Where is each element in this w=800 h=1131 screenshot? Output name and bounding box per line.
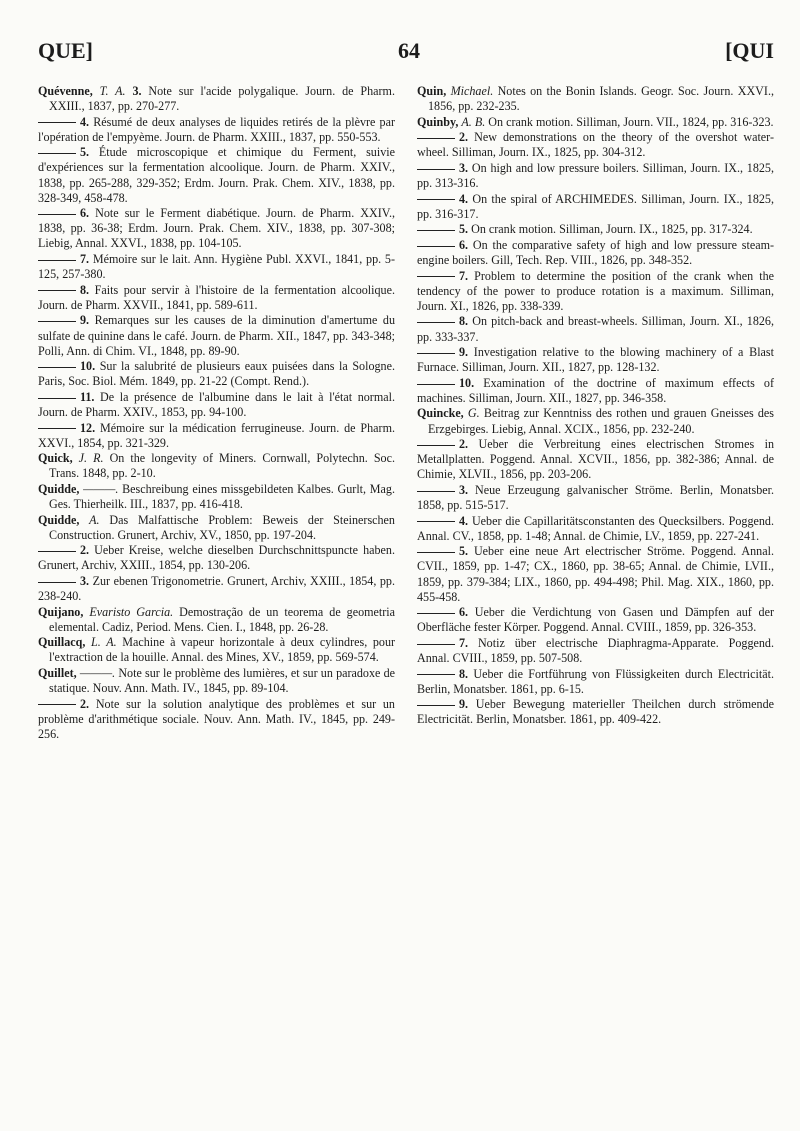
author-name: Quick, [38, 451, 73, 466]
sub-entry [417, 437, 774, 482]
entry-text: Ueber die Verbreitung eines electrischen Stromes in Metallplatten. Poggend. Annal. XCVII., 1856, pp. 382-386; Annal. de Chimie, XLVII., 1856, pp. 203-206. [417, 437, 774, 482]
author-given-name: G. [467, 406, 480, 421]
sub-entry [417, 376, 774, 406]
author-entry [38, 84, 395, 114]
ditto-dash [38, 153, 76, 154]
sub-entry [38, 115, 395, 145]
ditto-dash [38, 260, 76, 261]
author-name: Quincke, [417, 406, 464, 421]
ditto-dash [417, 169, 455, 170]
entry-number: 9. [459, 697, 469, 712]
sub-entry [38, 574, 395, 604]
entry-text: Beschreibung eines missgebildeten Kalbes. Gurlt, Mag. Ges. Thierheilk. III., 1837, pp. 416-418. [49, 481, 395, 512]
entry-text: Mémoire sur la médication ferrugineuse. Journ. de Pharm. XXVI., 1854, pp. 321-329. [38, 420, 395, 450]
entry-text: Machine à vapeur horizontale à deux cylindres, pour l'extraction de la houille. Annal. des Mines, XV., 1859, pp. 569-574. [49, 635, 396, 665]
entry-number: 7. [459, 268, 469, 283]
ditto-dash [38, 398, 76, 399]
sub-entry [417, 544, 774, 604]
page-number: 64 [398, 38, 421, 63]
entry-number: 4. [459, 191, 469, 206]
ditto-dash [417, 138, 455, 139]
author-name: Quinby, [417, 114, 459, 129]
entry-text: On the comparative safety of high and low pressure steam-engine boilers. Gill, Tech. Rep. VIII., 1826, pp. 348-352. [417, 237, 774, 268]
author-given-name: Michael. [450, 84, 494, 98]
author-given-name: ———. [83, 481, 119, 496]
entry-number: 3. [459, 160, 469, 175]
header-left: QUE] [38, 38, 93, 63]
ditto-dash [417, 521, 455, 522]
entry-text: Résumé de deux analyses de liquides retirés de la plèvre par l'opération de l'empyème. Journ. de Pharm. XXIII., 1837, pp. 550-553. [38, 114, 395, 144]
entry-number: 8. [80, 282, 90, 297]
ditto-dash [417, 613, 455, 614]
entry-text: Note sur le Ferment diabétique. Journ. de Pharm. XXIV., 1838, pp. 36-38; Erdm. Journ. Prak. Chem. XIV., 1838, pp. 307-308; Liebig, Annal. XXVI., 1838, pp. 104-105. [38, 206, 396, 251]
sub-entry [38, 283, 395, 313]
entry-text: Notes on the Bonin Islands. Geogr. Soc. Journ. XXVI., 1856, pp. 232-235. [428, 84, 774, 114]
entry-number: 7. [459, 635, 469, 650]
sub-entry [417, 192, 774, 222]
entry-text: On the spiral of ARCHIMEDES. Silliman, Journ. IX., 1825, pp. 316-317. [417, 191, 774, 221]
sub-entry [417, 130, 774, 160]
entry-text: Neue Erzeugung galvanischer Ströme. Berlin, Monatsber. 1858, pp. 515-517. [417, 482, 774, 513]
entry-text: Étude microscopique et chimique du Ferment, suivie d'expériences sur la fermentation alcoolique. Journ. de Pharm. XXIV., 1838, pp. 265-288, 329-352; Erdm. Journ. Prak. Chem. XIV., 1838, pp. 328-349, 458-478. [38, 145, 395, 205]
author-entry [38, 482, 395, 512]
sub-entry [417, 345, 774, 375]
entry-number: 6. [80, 206, 90, 221]
ditto-dash [417, 491, 455, 492]
author-given-name: A. [89, 512, 100, 527]
sub-entry [38, 543, 395, 573]
entry-number: 6. [459, 605, 469, 620]
ditto-dash [38, 122, 76, 123]
ditto-dash [417, 246, 455, 247]
ditto-dash [417, 353, 455, 354]
author-entry [417, 84, 774, 114]
entry-number: 3. [80, 574, 90, 588]
entry-text: Zur ebenen Trigonometrie. Grunert, Archiv, XXIII., 1854, pp. 238-240. [38, 574, 396, 604]
author-entry [38, 451, 395, 481]
author-name: Quijano, [38, 604, 84, 619]
entry-number: 12. [80, 420, 96, 435]
sub-entry [38, 390, 395, 420]
sub-entry [38, 206, 395, 251]
ditto-dash [417, 644, 455, 645]
author-entry [38, 666, 395, 696]
ditto-dash [417, 276, 455, 277]
entry-text: Examination of the doctrine of maximum effects of machines. Silliman, Journ. XII., 1827, pp. 346-358. [417, 375, 774, 405]
ditto-dash [417, 674, 455, 675]
entry-text: Ueber die Capillaritätsconstanten des Quecksilbers. Poggend. Annal. CV., 1858, pp. 1-48; Annal. de Chimie, LV., 1859, pp. 227-241. [417, 513, 774, 543]
entry-text: On crank motion. Silliman, Journ. VII., 1824, pp. 316-323. [488, 114, 774, 129]
entry-text: Remarques sur les causes de la diminution d'amertume du sulfate de quinine dans le café. Journ. de Pharm. XII., 1847, pp. 343-348; Polli, Ann. di Chim. VI., 1848, pp. 89-90. [38, 313, 396, 358]
entry-number: 11. [80, 389, 95, 404]
entry-text: Ueber die Fortführung von Flüssigkeiten durch Electricität. Berlin, Monatsber. 1861, pp. 6-15. [417, 666, 775, 696]
entry-text: Faits pour servir à l'histoire de la fermentation alcoolique. Journ. de Pharm. XXVII., 1841, pp. 589-611. [38, 282, 395, 312]
entry-number: 9. [459, 345, 469, 360]
ditto-dash [38, 321, 76, 322]
sub-entry [38, 145, 395, 205]
ditto-dash [417, 705, 455, 706]
ditto-dash [38, 290, 76, 291]
ditto-dash [417, 384, 455, 385]
entry-number: 10. [80, 359, 96, 374]
entry-number: 5. [80, 145, 90, 160]
columns [38, 84, 774, 743]
ditto-dash [38, 214, 76, 215]
author-name: Quévenne, [38, 84, 93, 98]
entry-number: 8. [459, 314, 469, 329]
entry-text: Problem to determine the position of the crank when the tendency of the power to produce rotation is a maximum. Silliman, Journ. XI., 1826, pp. 338-339. [417, 268, 774, 313]
ditto-dash [38, 582, 76, 583]
entry-text: On pitch-back and breast-wheels. Silliman, Journ. XI., 1826, pp. 333-337. [417, 314, 774, 344]
ditto-dash [38, 704, 76, 705]
sub-entry [417, 605, 774, 635]
entry-text: On the longevity of Miners. Cornwall, Polytechn. Soc. Trans. 1848, pp. 2-10. [49, 451, 395, 481]
entry-text: De la présence de l'albumine dans le lait à l'état normal. Journ. de Pharm. XXIV., 1853, pp. 94-100. [38, 389, 395, 419]
entry-text: Ueber die Verdichtung von Gasen und Dämpfen auf der Oberfläche fester Körper. Poggend. Annal. CVIII., 1859, pp. 326-353. [417, 605, 774, 635]
sub-entry [38, 697, 395, 742]
author-name: Quillet, [38, 666, 77, 681]
entry-number: 3. [132, 84, 142, 98]
author-entry [417, 406, 774, 436]
entry-number: 8. [459, 666, 469, 681]
entry-number: 7. [80, 252, 90, 267]
author-name: Quidde, [38, 481, 80, 496]
ditto-dash [38, 551, 76, 552]
entry-number: 5. [459, 544, 469, 559]
sub-entry [38, 252, 395, 282]
author-entry [417, 115, 774, 130]
author-given-name: ———. [79, 666, 116, 681]
entry-number: 2. [80, 543, 90, 558]
entry-text: Ueber Kreise, welche dieselben Durchschnittspuncte haben. Grunert, Archiv, XXIII., 1854, pp. 130-206. [38, 543, 395, 573]
sub-entry [417, 697, 774, 727]
entry-text: Mémoire sur le lait. Ann. Hygiène Publ. XXVI., 1841, pp. 5-125, 257-380. [38, 252, 395, 282]
entry-number: 4. [80, 114, 90, 129]
sub-entry [417, 636, 774, 666]
entry-text: Beitrag zur Kenntniss des rothen und grauen Gneisses des Erzgebirges. Liebig, Annal. XCIX., 1856, pp. 232-240. [428, 406, 775, 436]
sub-entry [38, 313, 395, 358]
entry-number: 5. [459, 222, 469, 237]
ditto-dash [417, 230, 455, 231]
entry-text: Das Malfattische Problem: Beweis der Steinerschen Construction. Grunert, Archiv, XV., 1850, pp. 197-204. [49, 512, 395, 542]
entry-text: New demonstrations on the theory of the overshot water-wheel. Silliman, Journ. IX., 1825, pp. 304-312. [417, 130, 774, 160]
left-column [38, 84, 395, 743]
author-entry [38, 605, 395, 635]
author-given-name: Evaristo Garcia. [89, 604, 174, 619]
entry-number: 10. [459, 375, 475, 390]
entry-number: 3. [459, 482, 469, 497]
author-given-name: T. A. [99, 84, 126, 98]
entry-text: Note sur la solution analytique des problèmes et sur un problème d'arithmétique sociale. Nouv. Ann. Math. IV., 1845, pp. 249-256. [38, 696, 395, 741]
sub-entry [417, 667, 774, 697]
author-name: Quidde, [38, 512, 80, 527]
sub-entry [38, 359, 395, 389]
entry-number: 9. [80, 313, 90, 328]
page-header [38, 38, 774, 70]
sub-entry [417, 161, 774, 191]
sub-entry [417, 514, 774, 544]
sub-entry [417, 314, 774, 344]
sub-entry [417, 269, 774, 314]
entry-number: 2. [80, 696, 90, 711]
ditto-dash [417, 552, 455, 553]
entry-text: Ueber Bewegung materieller Theilchen durch strömende Electricität. Berlin, Monatsber. 1861, pp. 409-422. [417, 697, 774, 727]
entry-text: Ueber eine neue Art electrischer Ströme. Poggend. Annal. CVII., 1859, pp. 1-47; CX., 1860, pp. 38-65; Annal. de Chimie, LVII., 1859, pp. 379-384; LIX., 1860, pp. 494-498; Phil. Mag. XIX., 1860, pp. 455-458. [417, 544, 774, 604]
ditto-dash [417, 322, 455, 323]
ditto-dash [417, 445, 455, 446]
entry-number: 6. [459, 237, 469, 252]
sub-entry [417, 222, 774, 237]
entry-text: On crank motion. Silliman, Journ. IX., 1825, pp. 317-324. [471, 222, 753, 237]
author-given-name: A. B. [461, 114, 486, 129]
author-entry [38, 635, 395, 665]
header-right: [QUI [725, 38, 774, 63]
entry-text: On high and low pressure boilers. Silliman, Journ. IX., 1825, pp. 313-316. [417, 160, 774, 191]
ditto-dash [417, 199, 455, 200]
author-name: Quillacq, [38, 635, 86, 650]
author-given-name: J. R. [78, 451, 104, 466]
ditto-dash [38, 428, 76, 429]
entry-text: Notiz über electrische Diaphragma-Apparate. Poggend. Annal. CVIII., 1859, pp. 507-508. [417, 635, 774, 665]
sub-entry [417, 483, 774, 513]
author-given-name: L. A. [91, 635, 117, 650]
entry-text: Sur la salubrité de plusieurs eaux puisées dans la Sologne. Paris, Soc. Biol. Mém. 1849, pp. 21-22 (Compt. Rend.). [38, 359, 395, 389]
entry-number: 2. [459, 130, 469, 145]
sub-entry [417, 238, 774, 268]
right-column [417, 84, 774, 743]
ditto-dash [38, 367, 76, 368]
entry-number: 4. [459, 513, 469, 528]
entry-text: Note sur l'acide polygalique. Journ. de Pharm. XXIII., 1837, pp. 270-277. [49, 84, 395, 114]
entry-text: Investigation relative to the blowing machinery of a Blast Furnace. Silliman, Journ. XII., 1827, pp. 128-132. [417, 345, 774, 375]
entry-text: Note sur le problème des lumières, et sur un paradoxe de statique. Nouv. Ann. Math. IV., 1845, pp. 89-104. [49, 666, 395, 696]
author-entry [38, 513, 395, 543]
author-name: Quin, [417, 84, 447, 98]
entry-text: Demostração de un teorema de geometria elemental. Cadiz, Period. Mens. Cien. I., 1848, pp. 26-28. [49, 604, 396, 634]
sub-entry [38, 421, 395, 451]
entry-number: 2. [459, 437, 469, 452]
